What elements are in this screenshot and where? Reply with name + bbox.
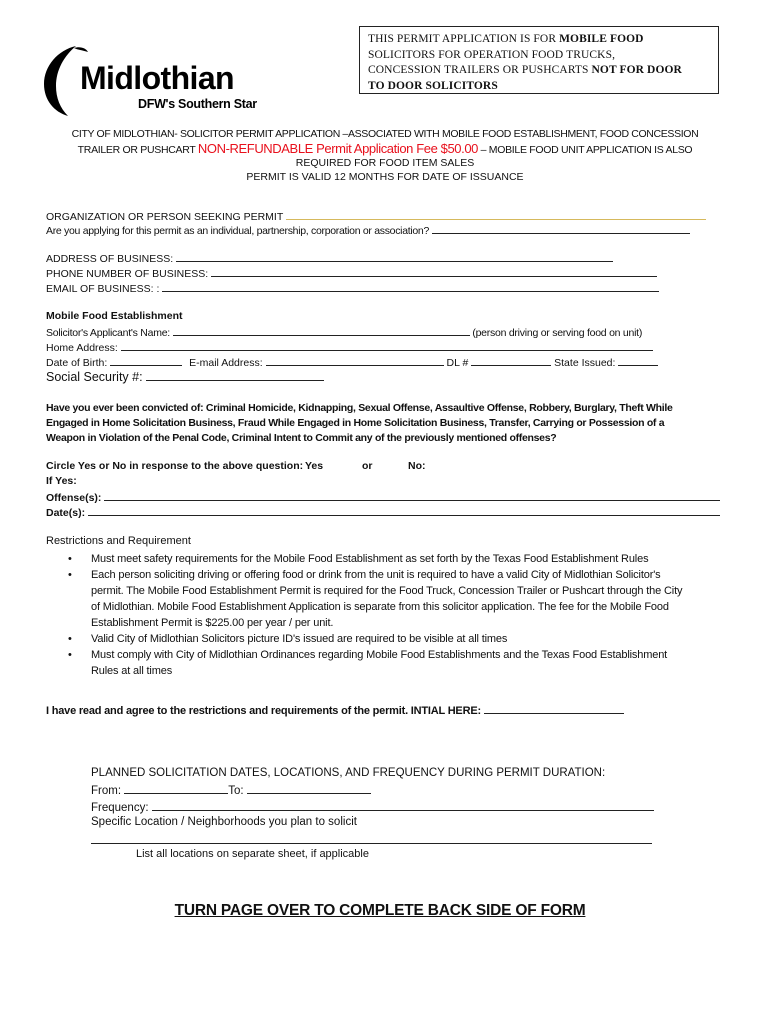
restriction-text: Each person soliciting driving or offering food or drink from the unit is required to have a valid City of Midlothian Solicitor's — [91, 569, 661, 581]
restriction-text: Must meet safety requirements for the Mobile Food Establishment as set forth by the Texas Food Establishment Rules — [91, 553, 649, 565]
offenses-field[interactable] — [104, 490, 720, 501]
from-label: From: — [91, 785, 122, 797]
turn-page-notice: TURN PAGE OVER TO COMPLETE BACK SIDE OF FORM — [174, 902, 586, 919]
business-phone-row — [46, 266, 657, 280]
heading-line2-pre: TRAILER OR PUSHCART — [77, 144, 196, 156]
applicant-name-field[interactable] — [173, 325, 470, 336]
application-heading — [0, 128, 770, 183]
notice-line1-bold: MOBILE FOOD — [559, 33, 644, 45]
restriction-item — [46, 631, 726, 647]
circle-row — [46, 460, 303, 472]
applicant-type-question: Are you applying for this permit as an individual, partnership, corporation or association? — [46, 225, 430, 237]
dates-row — [46, 505, 720, 519]
circle-instruction: Circle Yes or No in response to the above question: — [46, 460, 304, 472]
dl-label: DL # — [446, 357, 469, 369]
heading-line2-post: – MOBILE FOOD UNIT APPLICATION IS ALSO — [480, 144, 693, 156]
heading-line4: PERMIT IS VALID 12 MONTHS FOR DATE OF ISSUANCE — [246, 171, 524, 183]
restriction-text: Establishment Permit is $225.00 per year / per unit. — [91, 617, 334, 629]
heading-line3: REQUIRED FOR FOOD ITEM SALES — [295, 157, 475, 169]
applicant-type-row — [46, 223, 690, 237]
bullet-icon: • — [68, 633, 72, 645]
fee-notice: NON-REFUNDABLE Permit Application Fee $50.00 — [197, 141, 478, 156]
business-email-row — [46, 281, 659, 295]
initial-field[interactable] — [484, 703, 624, 714]
org-row — [46, 209, 706, 223]
conviction-line2: Engaged in Home Solicitation Business, Fraud While Engaged in Home Solicitation Business, Transfer, Carrying or Possession of a — [46, 417, 665, 429]
location-field[interactable] — [91, 833, 652, 844]
offenses-row — [46, 490, 720, 504]
business-phone-label: PHONE NUMBER OF BUSINESS: — [46, 268, 209, 280]
frequency-label: Frequency: — [91, 802, 149, 814]
notice-box — [359, 26, 719, 94]
home-address-row — [46, 340, 653, 354]
bullet-icon: • — [68, 553, 72, 565]
conviction-line1: Have you ever been convicted of: Criminal Homicide, Kidnapping, Sexual Offense, Assaultive Offense, Robbery, Burglary, Theft While — [46, 402, 673, 414]
restriction-text: of Midlothian. Mobile Food Establishment Application is separate from this solicitor application. The fee for the Mobile Food — [91, 601, 669, 613]
ssn-row — [46, 370, 324, 384]
planned-title: PLANNED SOLICITATION DATES, LOCATIONS, AND FREQUENCY DURING PERMIT DURATION: — [91, 767, 606, 779]
restriction-item — [46, 567, 726, 631]
notice-line4-bold: TO DOOR SOLICITORS — [368, 79, 498, 92]
notice-line3-bold: NOT FOR DOOR — [591, 64, 682, 76]
if-yes-label: If Yes: — [46, 475, 77, 487]
state-issued-field[interactable] — [618, 355, 658, 366]
logo-tagline: DFW's Southern Star — [138, 97, 257, 111]
frequency-field[interactable] — [152, 800, 654, 811]
ssn-field[interactable] — [146, 370, 324, 381]
conviction-line3: Weapon in Violation of the Penal Code, Criminal Intent to Commit any of the previously mentioned offenses? — [46, 432, 557, 444]
notice-line3: CONCESSION TRAILERS OR PUSHCARTS — [368, 64, 592, 76]
to-field[interactable] — [247, 783, 371, 794]
applicant-email-field[interactable] — [266, 355, 444, 366]
answer-no[interactable]: No: — [408, 460, 426, 472]
logo-name: Midlothian — [80, 60, 234, 96]
dob-label: Date of Birth: — [46, 357, 108, 369]
frequency-row — [91, 800, 654, 814]
from-field[interactable] — [124, 783, 228, 794]
applicant-type-field[interactable] — [432, 223, 690, 234]
mfe-title: Mobile Food Establishment — [46, 310, 183, 322]
restriction-text: Must comply with City of Midlothian Ordinances regarding Mobile Food Establishments and the Texas Food Establishment — [91, 649, 668, 661]
heading-line1: CITY OF MIDLOTHIAN- SOLICITOR PERMIT APPLICATION –ASSOCIATED WITH MOBILE FOOD ESTABLISHMENT, FOOD CONCESSION — [71, 128, 699, 140]
restriction-text: permit. The Mobile Food Establishment Permit is required for the Food Truck, Concession Trailer or Pushcart through the City — [91, 585, 683, 597]
ssn-label: Social Security #: — [46, 370, 143, 384]
answer-yes[interactable]: Yes — [305, 460, 324, 472]
state-issued-label: State Issued: — [554, 357, 616, 369]
notice-line1: THIS PERMIT APPLICATION IS FOR — [368, 33, 560, 45]
home-address-field[interactable] — [121, 340, 653, 351]
applicant-name-note: (person driving or serving food on unit) — [472, 327, 643, 339]
location-label: Specific Location / Neighborhoods you plan to solicit — [91, 816, 357, 828]
offenses-label: Offense(s): — [46, 492, 102, 504]
notice-line2: SOLICITORS FOR OPERATION FOOD TRUCKS, — [368, 48, 616, 61]
home-address-label: Home Address: — [46, 342, 118, 354]
org-label: ORGANIZATION OR PERSON SEEKING PERMIT — [46, 211, 284, 223]
business-email-field[interactable] — [162, 281, 659, 292]
dl-field[interactable] — [471, 355, 551, 366]
answer-or: or — [362, 460, 373, 472]
bullet-icon: • — [68, 569, 72, 581]
business-address-field[interactable] — [176, 251, 613, 262]
from-to-row — [91, 783, 371, 797]
business-address-row — [46, 251, 613, 265]
restriction-item — [46, 647, 726, 679]
dates-field[interactable] — [88, 505, 720, 516]
dob-field[interactable] — [110, 355, 182, 366]
restriction-item — [46, 551, 726, 567]
business-phone-field[interactable] — [211, 266, 657, 277]
business-email-label: EMAIL OF BUSINESS: : — [46, 283, 160, 295]
agree-row — [46, 703, 624, 717]
dates-label: Date(s): — [46, 507, 86, 519]
location-note: List all locations on separate sheet, if applicable — [136, 848, 369, 860]
applicant-name-row — [46, 325, 642, 339]
applicant-email-label: E-mail Address: — [189, 357, 263, 369]
org-field[interactable] — [286, 209, 706, 220]
agree-text: I have read and agree to the restrictions and requirements of the permit. INTIAL HERE: — [46, 705, 481, 717]
restrictions-title: Restrictions and Requirement — [46, 535, 191, 547]
applicant-name-label: Solicitor's Applicant's Name: — [46, 327, 170, 339]
conviction-question — [46, 401, 673, 446]
to-label: To: — [228, 785, 244, 797]
bullet-icon: • — [68, 649, 72, 661]
business-address-label: ADDRESS OF BUSINESS: — [46, 253, 174, 265]
restriction-text: Rules at all times — [91, 665, 173, 677]
dob-row — [46, 355, 658, 369]
restriction-text: Valid City of Midlothian Solicitors picture ID's issued are required to be visible at all times — [91, 633, 508, 645]
restrictions-list — [46, 551, 726, 679]
